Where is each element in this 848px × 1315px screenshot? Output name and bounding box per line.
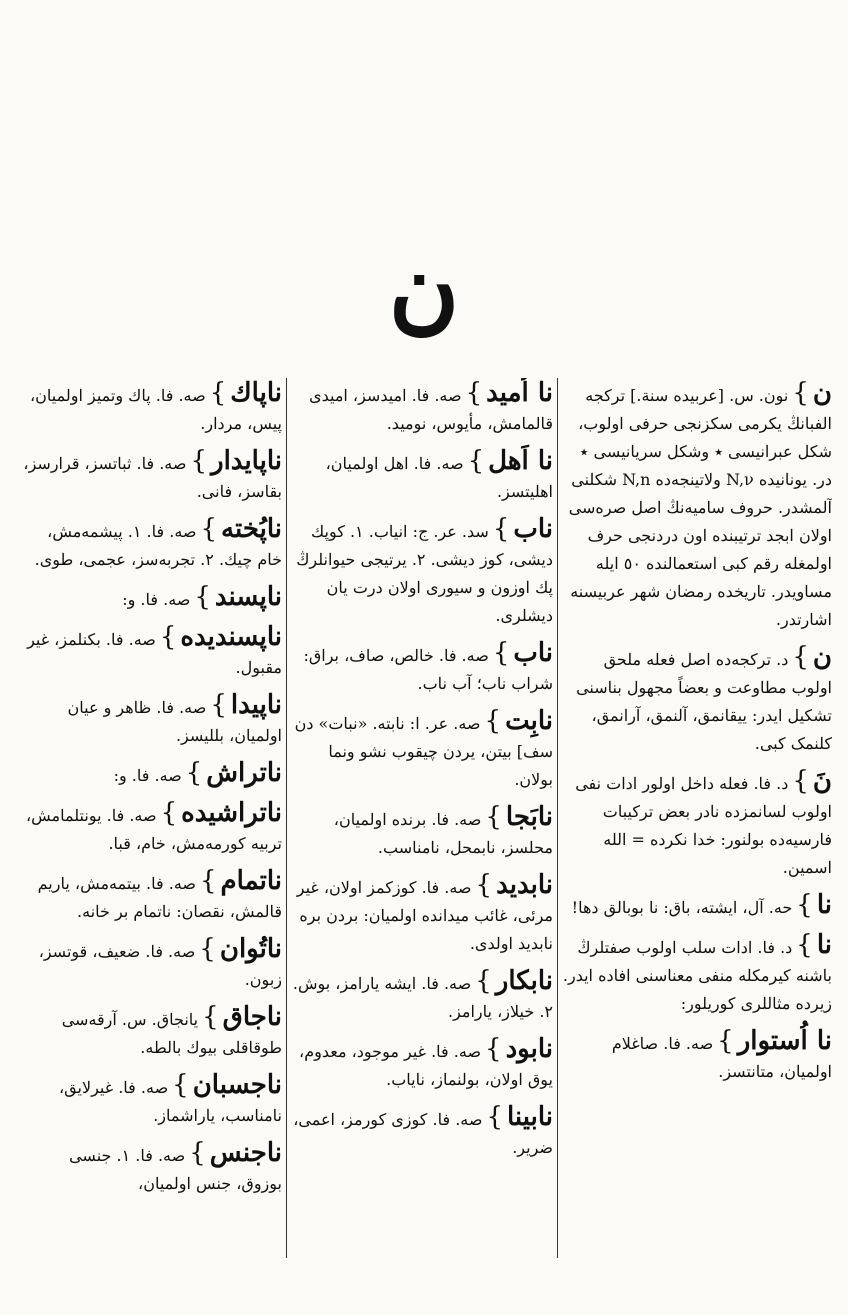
dictionary-entry [562,642,832,758]
entry-headword: نابینا [506,1102,553,1132]
entry-definition: نون. س. [عربیده سنة.] ترکجه الفبانڭ یکرمی سکزنجی حرفی اولوب، شکل عبرانیسی ٭ وشکل سریانیسی ٭ در. یونانیده N,ν ولاتینجه‌ده N,n شکلنی آلمشدر. حروف سامیه‌نڭ اصل صره‌سی اولان ابجد ترتیبنده اون دردنجی حرف اولمغله رقم کبی استعمالنده ٥٠ ایله مساویدر. تاریخده رمضان شهر عربیسنه اشارتدر. [568,386,832,629]
section-letter-heading: ن [388,231,460,344]
entry-definition: صه. فا. امیدسز، امیدی قالمامش، مأیوس، نومید. [309,386,553,433]
entry-headword: ناتراشیده [181,798,282,828]
entry-definition: صه. فا. ١. جنسی بوزوق، جنس اولمیان، [69,1146,282,1193]
brace-glyph: } [792,378,809,408]
entry-headword: نا [816,890,832,920]
brace-glyph: } [485,802,502,832]
dictionary-entry [291,802,553,862]
brace-glyph: } [492,638,510,668]
entry-headword: نابِت [505,706,553,736]
entry-headword: نابود [505,1034,553,1064]
entry-definition: سد. عر. ج: انیاب. ١. کوپك دیشی، کوز دیشی. ٢. یرتیجی حیوانلرڭ پك اوزون و سیوری اولان درت یان دیشلری. [296,522,553,625]
dictionary-entry [291,1034,553,1094]
dictionary-entry [291,706,553,794]
entry-definition: صه. فا. برنده اولمیان، محلسز، نابمحل، نامناسب. [333,810,553,857]
dictionary-entry [20,622,282,682]
dictionary-entry [291,966,553,1026]
brace-glyph: } [209,378,227,408]
dictionary-entry [562,930,832,1018]
entry-definition: صه. فا. یونتلمامش، تربیه کورمه‌مش، خام، قبا. [25,806,282,853]
entry-definition: صه. فا. کوزکمز اولان، غیر مرئی، غائب میدانده اولمیان: بردن بره نابدید اولدی. [296,878,553,953]
dictionary-entry [291,514,553,630]
brace-glyph: } [467,446,485,476]
dictionary-entry [20,446,282,506]
entry-definition: صه. فا. پاك وتمیز اولمیان، پیس، مردار. [29,386,282,433]
brace-glyph: } [200,514,218,544]
dictionary-entry [562,378,832,634]
dictionary-entry [20,934,282,994]
dictionary-entry [20,1002,282,1062]
brace-glyph: } [194,582,211,612]
brace-glyph: } [796,890,813,920]
dictionary-entry [562,890,832,922]
brace-glyph: } [475,870,493,900]
entry-definition: صه. فا. خالص، صاف، براق: شراب ناب؛ آب ناب. [303,646,553,693]
entry-headword: ناپسند [214,582,282,612]
brace-glyph: } [160,798,178,828]
entry-definition: صه. فا. غیر موجود، معدوم، یوق اولان، بولنماز، نایاب. [299,1042,553,1089]
entry-headword: نا اَهل [488,446,553,476]
entry-headword: ناتراش [206,758,282,788]
entry-definition: صه. فا. ظاهر و عیان اولمیان، بللیسز. [67,698,282,745]
entry-definition: صه. فا. و: [113,766,182,785]
column-divider-right [557,378,558,1258]
entry-headword: ن [812,642,832,672]
entry-headword: ناجنس [209,1138,282,1168]
dictionary-entry [20,378,282,438]
entry-definition: صه. فا. بکنلمز، غیر مقبول. [27,630,282,677]
entry-headword: نا [816,930,832,960]
brace-glyph: } [185,758,203,788]
dictionary-entry [20,1070,282,1130]
entry-definition: صه. عر. ا: نابته. «نبات» دن سف] بیتن، یردن چیقوب نشو ونما بولان. [294,714,553,789]
entry-headword: ناتُوان [219,934,282,964]
entry-definition: صه. فا. ثباتسز، قرارسز، بقاسز، فانی. [23,454,282,501]
entry-headword: نابکار [495,966,553,996]
entry-definition: صه. فا. اهل اولمیان، اهلیتسز. [325,454,553,501]
brace-glyph: } [475,966,492,996]
brace-glyph: } [189,1138,206,1168]
dictionary-entry [20,514,282,574]
entry-headword: ناپیدا [230,690,282,720]
entry-headword: ن [812,378,832,408]
entry-definition: صه. فا. ضعیف، قوتسز، زبون. [38,942,282,989]
dictionary-entry [562,1026,832,1086]
dictionary-entry [291,870,553,958]
entry-definition: د. فا. ادات سلب اولوب صفتلرڭ باشنه کیرمکله منفی معناسنی افاده ایدر. زیرده مثاللری کوریلور: [562,938,832,1013]
brace-glyph: } [159,622,177,652]
entry-headword: نابَجا [505,802,553,832]
entry-headword: ناب [513,638,553,668]
entry-headword: ناپایدار [211,446,282,476]
entry-headword: نا اُستوار [737,1026,832,1056]
brace-glyph: } [200,866,217,896]
dictionary-entry [291,446,553,506]
entry-headword: ناجسبان [192,1070,282,1100]
entry-headword: ناب [513,514,553,544]
entry-definition: صه. فا. ایشه یارامز، بوش. ٢. خیلاز، یارامز. [292,974,553,1021]
brace-glyph: } [484,706,502,736]
brace-glyph: } [485,1034,502,1064]
dictionary-entry [20,758,282,790]
entry-definition: صه. فا. صاغلام اولمیان، متانتسز. [611,1034,832,1081]
brace-glyph: } [199,934,216,964]
brace-glyph: } [717,1026,734,1056]
dictionary-entry [20,582,282,614]
entry-headword: نا اُمید [486,378,553,408]
brace-glyph: } [210,690,227,720]
dictionary-entry [291,638,553,698]
entry-headword: ناپاك [230,378,282,408]
brace-glyph: } [796,930,813,960]
dictionary-entry [20,866,282,926]
brace-glyph: } [465,378,483,408]
entry-definition: حه. آل، ایشته، باق: نا بوبالق دها! [571,898,793,917]
brace-glyph: } [492,514,510,544]
entry-definition: صه. فا. غیرلایق، نامناسب، یاراشماز. [59,1078,282,1125]
entry-headword: نَ [812,766,832,796]
brace-glyph: } [486,1102,503,1132]
brace-glyph: } [792,766,809,796]
dictionary-entry [20,1138,282,1198]
column-divider-left [286,378,287,1258]
brace-glyph: } [190,446,208,476]
column-left [20,378,282,1258]
brace-glyph: } [792,642,809,672]
entry-headword: نابدید [496,870,553,900]
entry-definition: یانجاق. س. آرقه‌سی طوقاقلی بیوك بالطه. [61,1010,282,1057]
entry-definition: صه. فا. کوزی کورمز، اعمی، ضریر. [293,1110,553,1157]
brace-glyph: } [172,1070,189,1100]
column-right [562,378,832,1258]
entry-definition: صه. فا. ١. پیشمه‌مش، خام چیك. ٢. تجربه‌سز، عجمی، طوی. [34,522,282,569]
dictionary-entry [291,378,553,438]
dictionary-entry [291,1102,553,1162]
dictionary-entry [20,690,282,750]
entry-headword: ناجاق [222,1002,282,1032]
entry-definition: د. ترکجه‌ده اصل فعله ملحق اولوب مطاوعت و بعضاً مجهول بناسنی تشکیل ایدر: ییقانمق، آلنمق، آرانمق، کلنمک کبی. [576,650,832,753]
entry-headword: ناپُخته [221,514,282,544]
entry-headword: ناپسندیده [180,622,282,652]
entry-definition: د. فا. فعله داخل اولور ادات نفی اولوب لسانمزده نادر بعض ترکیبات فارسیه‌ده بولنور: خدا نکرده = الله اسمین. [575,774,832,877]
column-middle [291,378,553,1258]
entry-headword: ناتمام [220,866,282,896]
entry-definition: صه. فا. بیتمه‌مش، یاریم قالمش، نقصان: ناتمام بر خانه. [37,874,282,921]
brace-glyph: } [202,1002,219,1032]
entry-definition: صه. فا. و: [122,590,191,609]
dictionary-entry [562,766,832,882]
dictionary-entry [20,798,282,858]
